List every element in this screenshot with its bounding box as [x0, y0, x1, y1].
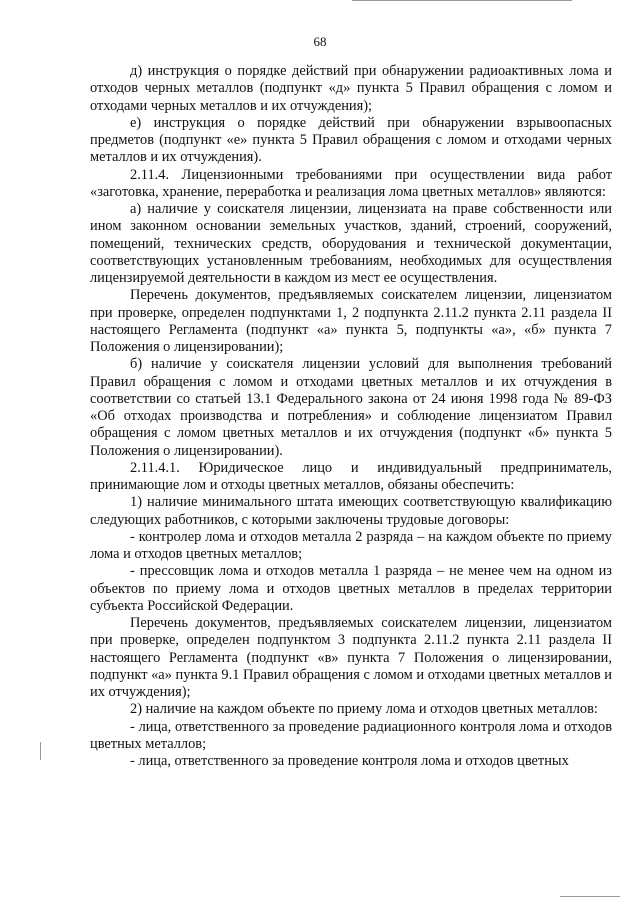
paragraph-control-person: - лица, ответственного за проведение контроля лома и отходов цветных [130, 753, 569, 769]
paragraph-2-11-4-1: 2.11.4.1. Юридическое лицо и индивидуальный предприниматель, принимающие лом и отходы цветных металлов, обязаны обеспечить: [90, 459, 612, 493]
paragraph-presser: - прессовщик лома и отходов металла 1 разряда – не менее чем на одном из объектов по приему лома и отходов цветных металлов в пределах территории субъекта Российской Федерации. [90, 563, 612, 614]
paragraph-document-list-1: Перечень документов, предъявляемых соискателем лицензии, лицензиатом при проверке, определен подпунктами 1, 2 подпункта 2.11.2 пункта 2.11 раздела II настоящего Регламента (подпункт «а» пункта 5, подпункты «а», «б» пункта 7 Положения о лицензировании); [90, 287, 612, 355]
document-body [90, 63, 612, 770]
scan-mark-top [352, 0, 572, 1]
paragraph-item-e: е) инструкция о порядке действий при обнаружении взрывоопасных предметов (подпункт «е» пункта 5 Правил обращения с ломом и отходами черных металлов и их отчуждения). [90, 114, 612, 166]
scan-mark-bottom [560, 896, 620, 897]
paragraph-item-a: а) наличие у соискателя лицензии, лицензиата на праве собственности или ином законном основании земельных участков, зданий, строений, сооружений, помещений, технических средств, оборудования и технической документации, соответствующих установленным требованиям, необходимых для осуществления лицензируемой деятельности в каждом из мест ее осуществления. [90, 201, 612, 286]
scan-mark-left [40, 742, 41, 760]
paragraph-item-d: д) инструкция о порядке действий при обнаружении радиоактивных лома и отходов черных металлов (подпункт «д» пункта 5 Правил обращения с ломом и отходами черных металлов и их отчуждения); [90, 63, 612, 114]
paragraph-item-b: б) наличие у соискателя лицензии условий для выполнения требований Правил обращения с ломом и отходами цветных металлов и их отчуждения в соответствии со статьей 13.1 Федерального закона от 24 июня 1998 года № 89-ФЗ «Об отходах производства и потребления» и соблюдение лицензиатом Правил обращения с ломом цветных металлов и их отчуждения (подпункт «б» пункта 5 Положения о лицензировании). [90, 356, 612, 459]
paragraph-controller: - контролер лома и отходов металла 2 разряда – на каждом объекте по приему лома и отходов цветных металлов; [90, 528, 612, 562]
paragraph-item-2: 2) наличие на каждом объекте по приему лома и отходов цветных металлов: [130, 701, 598, 718]
paragraph-document-list-2: Перечень документов, предъявляемых соискателем лицензии, лицензиатом при проверке, определен подпунктом 3 подпункта 2.11.2 пункта 2.11 раздела II настоящего Регламента (подпункт «в» пункта 7 Положения о лицензировании, подпункт «а» пункта 9.1 Правил обращения с ломом и отходами цветных металлов и их отчуждения); [90, 615, 612, 700]
paragraph-radiation-control: - лица, ответственного за проведение радиационного контроля лома и отходов цветных металлов; [90, 718, 612, 752]
paragraph-item-1: 1) наличие минимального штата имеющих соответствующую квалификацию следующих работников, с которыми заключены трудовые договоры: [90, 494, 612, 528]
page-number: 68 [313, 34, 327, 49]
paragraph-2-11-4: 2.11.4. Лицензионными требованиями при осуществлении вида работ «заготовка, хранение, переработка и реализация лома цветных металлов» являются: [90, 166, 612, 200]
